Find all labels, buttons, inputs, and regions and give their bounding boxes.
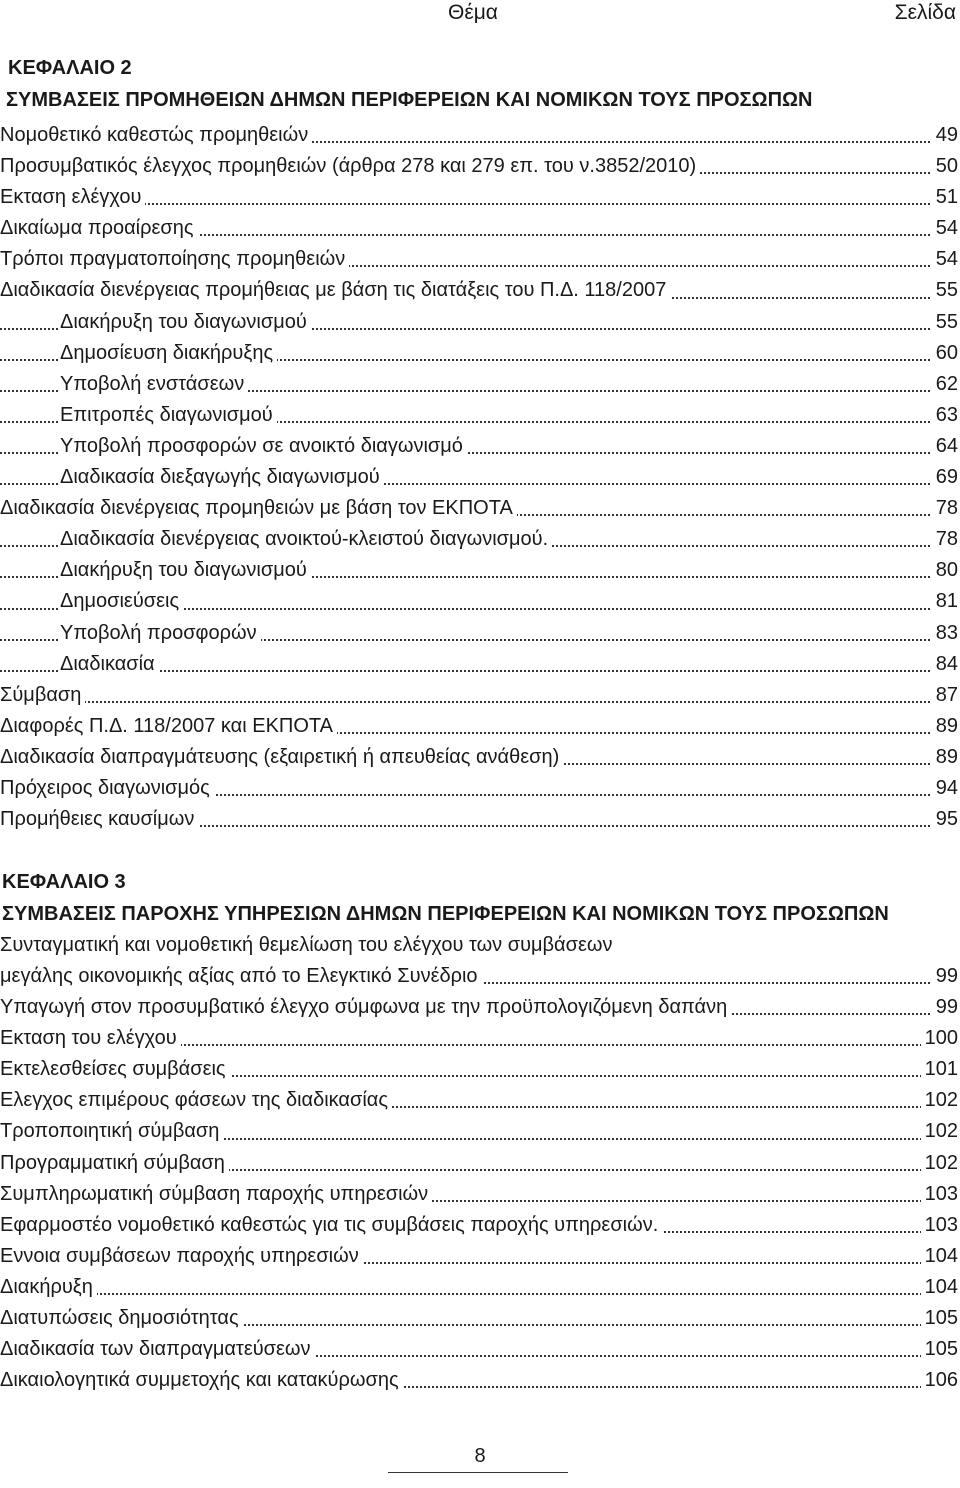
toc-entry-page: 102 [921, 1148, 958, 1179]
toc-entry-page: 81 [932, 586, 958, 617]
toc-entry-label: Πρόχειρος διαγωνισμός [0, 777, 214, 799]
footer-divider [388, 1472, 568, 1473]
toc-entry[interactable] [0, 1054, 958, 1085]
toc-entry-label: Διαδικασία διαπραγμάτευσης (εξαιρετική ή απευθείας ανάθεση) [0, 746, 563, 768]
toc-entry-label: Προγραμματική σύμβαση [0, 1152, 229, 1174]
toc-entry-page: 89 [932, 711, 958, 742]
toc-entry-label: Διαφορές Π.Δ. 118/2007 και ΕΚΠΟΤΑ [0, 715, 337, 737]
toc-entry[interactable] [0, 586, 958, 617]
toc-entry-page: 63 [932, 400, 958, 431]
toc-entry-label: Υποβολή προσφορών σε ανοικτό διαγωνισμό [60, 435, 467, 457]
toc-entry-label: Διαδικασία διεξαγωγής διαγωνισμού [60, 466, 384, 488]
toc-entry-page: 105 [921, 1334, 958, 1365]
toc-entry[interactable] [0, 1116, 958, 1147]
toc-entry[interactable] [0, 493, 958, 524]
page-number: 8 [474, 1445, 486, 1467]
toc-entry-label: Διακήρυξη [0, 1276, 97, 1298]
toc-entry-label: Προσυμβατικός έλεγχος προμηθειών (άρθρα 278 και 279 επ. του ν.3852/2010) [0, 155, 700, 177]
toc-entry-page: 105 [921, 1303, 958, 1334]
toc-entry-label: μεγάλης οικονομικής αξίας από το Ελεγκτικό Συνέδριο [0, 965, 482, 987]
toc-entry[interactable] [0, 462, 958, 493]
toc-entry[interactable] [0, 1023, 958, 1054]
toc-entry-page: 78 [932, 524, 958, 555]
toc-entry[interactable] [0, 1272, 958, 1303]
toc-entry-label: Προμήθειες καυσίμων [0, 808, 198, 830]
toc-entry-label: Δημοσίευση διακήρυξης [60, 342, 277, 364]
toc-entry-page: 102 [921, 1085, 958, 1116]
toc-entry-label: Δικαίωμα προαίρεσης [0, 217, 198, 239]
toc-entry[interactable] [0, 1210, 958, 1241]
toc-entry-page: 49 [932, 120, 958, 151]
header-page-label: Σελίδα [894, 1, 956, 24]
toc-entry-page: 99 [932, 992, 958, 1023]
toc-entry[interactable] [0, 1179, 958, 1210]
toc-entry-page: 50 [932, 151, 958, 182]
toc-entry-page: 51 [932, 182, 958, 213]
chapter-2-toc [0, 120, 958, 835]
toc-entry-label: Συνταγματική και νομοθετική θεμελίωση του ελέγχου των συμβάσεων [0, 934, 613, 956]
toc-entry-label: Εκταση ελέγχου [0, 186, 145, 208]
toc-entry-label: Διαδικασία διενέργειας προμηθειών με βάση τον ΕΚΠΟΤΑ [0, 497, 517, 519]
toc-entry-page: 99 [932, 961, 958, 992]
toc-entry-page: 55 [932, 307, 958, 338]
toc-entry-label: Σύμβαση [0, 684, 85, 706]
chapter-2-number: ΚΕΦΑΛΑΙΟ 2 [8, 57, 132, 79]
toc-entry-page: 64 [932, 431, 958, 462]
toc-entry-page: 80 [932, 555, 958, 586]
toc-entry-label: Νομοθετικό καθεστώς προμηθειών [0, 124, 312, 146]
toc-entry-label: Τροποποιητική σύμβαση [0, 1120, 223, 1142]
toc-entry[interactable] [0, 120, 958, 151]
toc-entry-page: 83 [932, 618, 958, 649]
toc-entry[interactable] [0, 555, 958, 586]
toc-entry[interactable] [0, 1303, 958, 1334]
toc-entry[interactable] [0, 307, 958, 338]
toc-entry[interactable] [0, 992, 958, 1023]
toc-entry[interactable] [0, 1365, 958, 1396]
toc-entry[interactable] [0, 1148, 958, 1179]
chapter-2-title: ΣΥΜΒΑΣΕΙΣ ΠΡΟΜΗΘΕΙΩΝ ΔΗΜΩΝ ΠΕΡΙΦΕΡΕΙΩΝ ΚΑΙ ΝΟΜΙΚΩΝ ΤΟΥΣ ΠΡΟΣΩΠΩΝ [6, 89, 813, 111]
toc-entry-page: 102 [921, 1116, 958, 1147]
toc-entry-label: Διακήρυξη του διαγωνισμού [60, 559, 311, 581]
toc-entry-label: Υποβολή ενστάσεων [60, 373, 248, 395]
toc-entry[interactable] [0, 1334, 958, 1365]
toc-entry-label: Εφαρμοστέο νομοθετικό καθεστώς για τις συμβάσεις παροχής υπηρεσιών. [0, 1214, 662, 1236]
toc-entry[interactable] [0, 711, 958, 742]
toc-entry[interactable] [0, 773, 958, 804]
toc-entry-page: 54 [932, 244, 958, 275]
toc-entry-label: Συμπληρωματική σύμβαση παροχής υπηρεσιών [0, 1183, 432, 1205]
toc-entry-page: 62 [932, 369, 958, 400]
toc-entry-page: 84 [932, 649, 958, 680]
toc-entry[interactable] [0, 742, 958, 773]
toc-entry[interactable] [0, 524, 958, 555]
toc-entry-page: 69 [932, 462, 958, 493]
toc-entry-page: 103 [921, 1179, 958, 1210]
toc-entry-page: 87 [932, 680, 958, 711]
toc-entry-label: Επιτροπές διαγωνισμού [60, 404, 277, 426]
header-theme-label: Θέμα [448, 1, 498, 24]
toc-entry-page: 89 [932, 742, 958, 773]
toc-entry-page: 103 [921, 1210, 958, 1241]
chapter-3-title: ΣΥΜΒΑΣΕΙΣ ΠΑΡΟΧΗΣ ΥΠΗΡΕΣΙΩΝ ΔΗΜΩΝ ΠΕΡΙΦΕΡΕΙΩΝ ΚΑΙ ΝΟΜΙΚΩΝ ΤΟΥΣ ΠΡΟΣΩΠΩΝ [2, 903, 889, 925]
toc-entry-label: Διαδικασία [60, 653, 159, 675]
toc-entry-label: Εννοια συμβάσεων παροχής υπηρεσιών [0, 1245, 363, 1267]
toc-entry[interactable] [0, 961, 958, 992]
toc-entry-page: 60 [932, 338, 958, 369]
chapter-3-toc-entries [0, 961, 958, 1396]
toc-entry[interactable] [0, 369, 958, 400]
toc-entry[interactable] [0, 680, 958, 711]
toc-entry[interactable] [0, 275, 958, 306]
toc-entry-page: 94 [932, 773, 958, 804]
toc-leader-dots [0, 701, 958, 703]
toc-entry[interactable] [0, 213, 958, 244]
chapter-3-toc [0, 930, 958, 961]
toc-entry-label: Δικαιολογητικά συμμετοχής και κατακύρωσης [0, 1369, 403, 1391]
toc-intro-line [0, 930, 958, 961]
toc-leader-dots [0, 1293, 958, 1295]
toc-entry-label: Διαδικασία διενέργειας ανοικτού-κλειστού διαγωνισμού. [60, 528, 552, 550]
toc-entry[interactable] [0, 1085, 958, 1116]
toc-entry-page: 104 [921, 1241, 958, 1272]
toc-entry-label: Διαδικασία των διαπραγματεύσεων [0, 1338, 315, 1360]
toc-entry[interactable] [0, 151, 958, 182]
toc-entry-label: Εκτελεσθείσες συμβάσεις [0, 1058, 230, 1080]
toc-entry-page: 55 [932, 275, 958, 306]
chapter-3-number: ΚΕΦΑΛΑΙΟ 3 [2, 871, 126, 893]
toc-entry[interactable] [0, 338, 958, 369]
toc-entry[interactable] [0, 431, 958, 462]
toc-entry-label: Εκταση του ελέγχου [0, 1027, 181, 1049]
toc-entry-label: Υπαγωγή στον προσυμβατικό έλεγχο σύμφωνα με την προϋπολογιζόμενη δαπάνη [0, 996, 731, 1018]
toc-entry-label: Υποβολή προσφορών [60, 622, 261, 644]
toc-entry[interactable] [0, 618, 958, 649]
toc-entry-page: 106 [921, 1365, 958, 1396]
toc-entry-label: Διαδικασία διενέργειας προμήθειας με βάση τις διατάξεις του Π.Δ. 118/2007 [0, 279, 670, 301]
toc-entry-page: 100 [921, 1023, 958, 1054]
toc-entry[interactable] [0, 244, 958, 275]
toc-entry[interactable] [0, 804, 958, 835]
toc-entry-page: 95 [932, 804, 958, 835]
toc-entry-page: 104 [921, 1272, 958, 1303]
toc-entry-label: Διατυπώσεις δημοσιότητας [0, 1307, 243, 1329]
toc-entry[interactable] [0, 1241, 958, 1272]
toc-entry-label: Τρόποι πραγματοποίησης προμηθειών [0, 248, 349, 270]
toc-entry-label: Ελεγχος επιμέρους φάσεων της διαδικασίας [0, 1089, 392, 1111]
toc-entry[interactable] [0, 182, 958, 213]
toc-entry[interactable] [0, 400, 958, 431]
toc-entry-page: 101 [921, 1054, 958, 1085]
toc-entry-label: Δημοσιεύσεις [60, 590, 183, 612]
toc-entry-page: 54 [932, 213, 958, 244]
toc-entry[interactable] [0, 649, 958, 680]
toc-entry-page: 78 [932, 493, 958, 524]
toc-entry-label: Διακήρυξη του διαγωνισμού [60, 311, 311, 333]
